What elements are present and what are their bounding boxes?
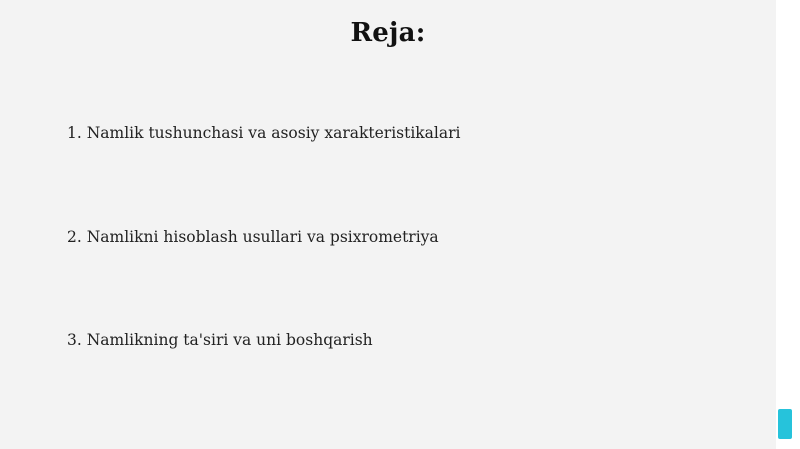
slide-title: Reja: xyxy=(350,18,426,48)
scrollbar-thumb[interactable] xyxy=(778,409,792,439)
plan-item-1: 1. Namlik tushunchasi va asosiy xarakteristikalari xyxy=(67,124,461,142)
plan-item-3: 3. Namlikning ta'siri va uni boshqarish xyxy=(67,331,373,349)
plan-item-2: 2. Namlikni hisoblash usullari va psixrometriya xyxy=(67,228,439,246)
vertical-scrollbar[interactable] xyxy=(776,0,800,449)
